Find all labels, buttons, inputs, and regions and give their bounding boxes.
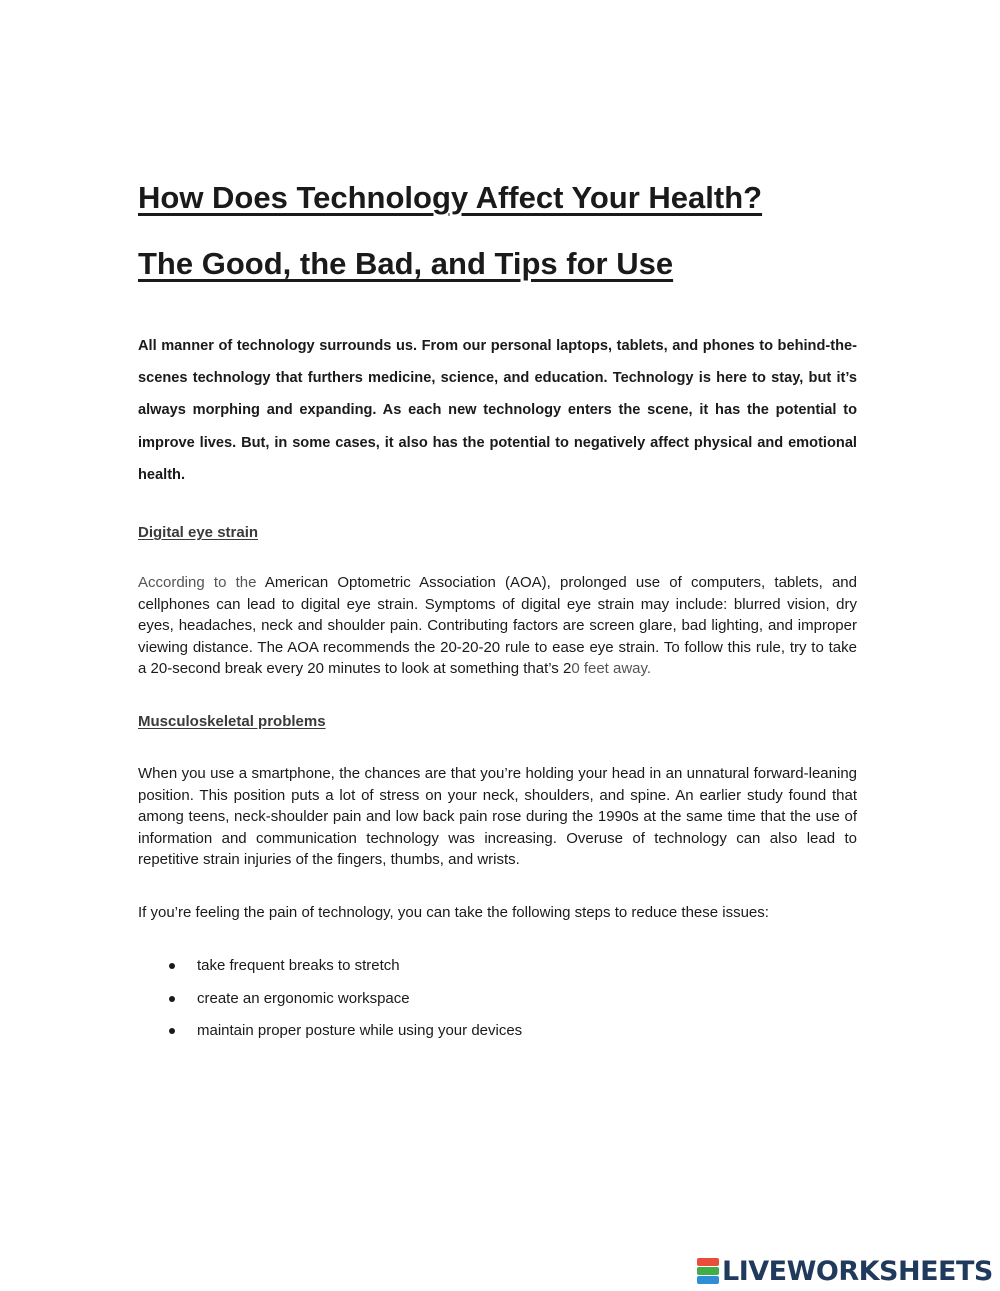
page-title-line-2: The Good, the Bad, and Tips for Use bbox=[138, 246, 674, 281]
liveworksheets-logo[interactable] bbox=[697, 1255, 993, 1287]
list-item-text: maintain proper posture while using your devices bbox=[197, 1022, 523, 1039]
eye-strain-paragraph bbox=[138, 572, 857, 680]
liveworksheets-logo-icon bbox=[697, 1258, 719, 1284]
bullet-icon bbox=[169, 963, 175, 969]
musculoskeletal-paragraph: When you use a smartphone, the chances are that you’re holding your head in an unnatural forward-leaning position. This position puts a lot of stress on your neck, shoulders, and spine. An earlier study found that among teens, neck-shoulder pain and low back pain rose during the 1990s at the same time that the use of information and communication technology was increasing. Overuse of technology can also lead to repetitive strain injuries of the fingers, thumbs, and wrists. bbox=[138, 765, 857, 869]
eye-strain-body: American Optometric Association (AOA), prolonged use of computers, tablets, and cellphones can lead to digital eye strain. Symptoms of digital eye strain may include: blurred vision, dry eyes, headaches, neck and shoulder pain. Contributing factors are screen glare, bad lighting, and improper viewing distance. The AOA recommends the 20-20-20 rule to ease eye strain. To follow this rule, try to take a 20-second break every 20 minutes to look at something that’s 2 bbox=[138, 574, 857, 678]
list-item bbox=[138, 955, 522, 988]
section-heading-musculoskeletal: Musculoskeletal problems bbox=[138, 713, 326, 730]
page-title-line-1: How Does Technology Affect Your Health? bbox=[138, 180, 763, 215]
steps-list bbox=[138, 955, 522, 1053]
list-item bbox=[138, 1020, 522, 1053]
liveworksheets-logo-text: LIVEWORKSHEETS bbox=[722, 1255, 993, 1287]
logo-block-red bbox=[697, 1258, 719, 1266]
steps-intro-paragraph: If you’re feeling the pain of technology, you can take the following steps to reduce these issues: bbox=[138, 904, 769, 921]
bullet-icon bbox=[169, 996, 175, 1002]
list-item bbox=[138, 988, 522, 1021]
intro-paragraph: All manner of technology surrounds us. From our personal laptops, tablets, and phones to behind-the-scenes technology that furthers medicine, science, and education. Technology is here to stay, but it’s always morphing and expanding. As each new technology enters the scene, it has the potential to improve lives. But, in some cases, it also has the potential to negatively affect physical and emotional health. bbox=[138, 338, 857, 483]
logo-block-blue bbox=[697, 1276, 719, 1284]
section-heading-eye-strain: Digital eye strain bbox=[138, 524, 259, 541]
eye-strain-lead: According to the bbox=[138, 574, 257, 591]
logo-block-green bbox=[697, 1267, 719, 1275]
eye-strain-tail: 0 feet away. bbox=[571, 660, 652, 678]
bullet-icon bbox=[169, 1028, 175, 1034]
list-item-text: create an ergonomic workspace bbox=[197, 989, 410, 1007]
list-item-text: take frequent breaks to stretch bbox=[197, 957, 400, 974]
